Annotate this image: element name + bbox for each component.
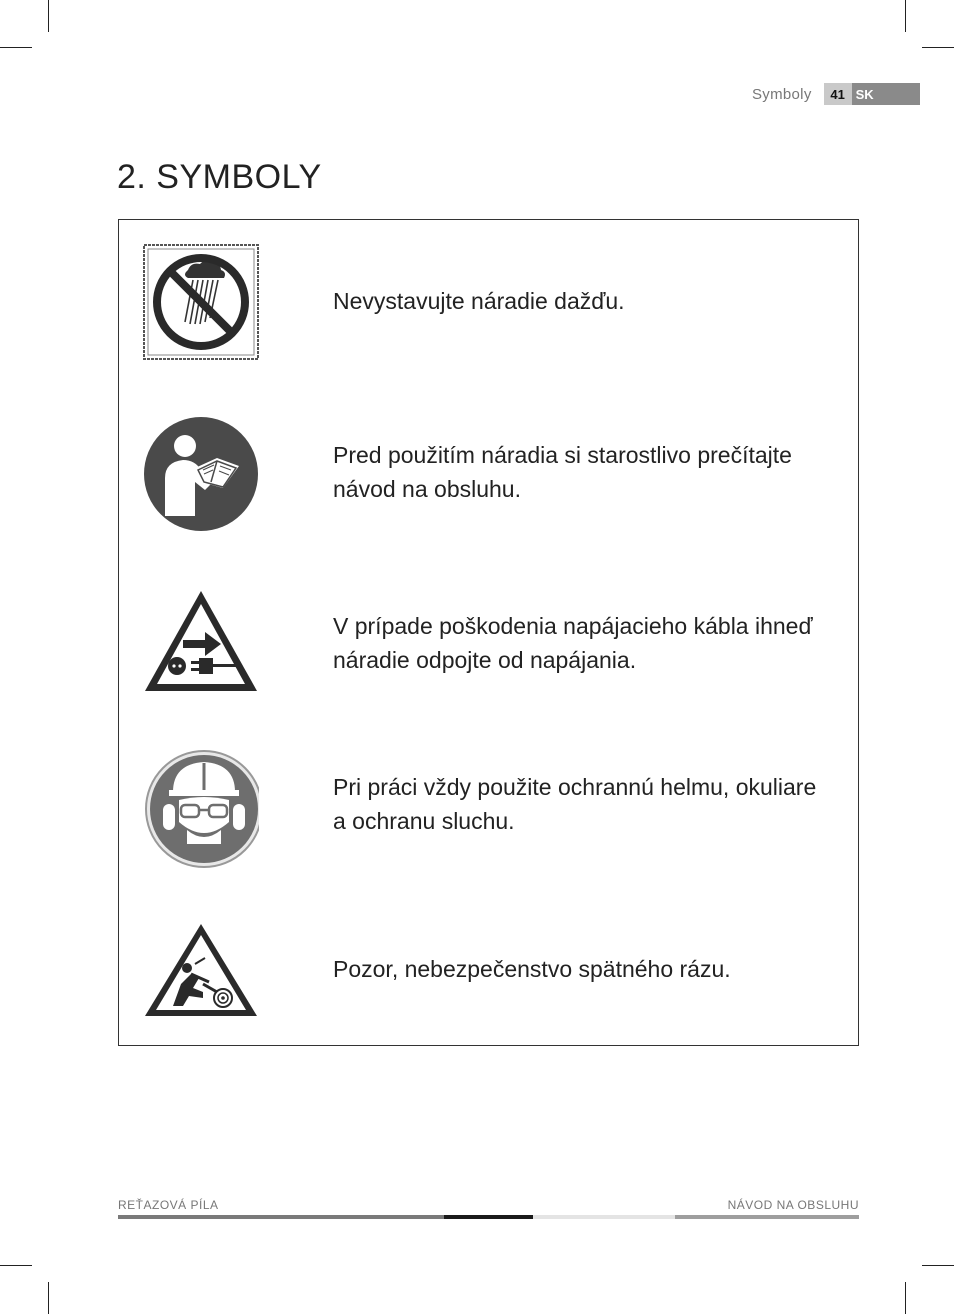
symbol-description: Pri práci vždy použite ochrannú helmu, okuliare a ochranu sluchu. xyxy=(333,774,817,834)
page-title: 2. SYMBOLY xyxy=(117,158,322,196)
crop-mark xyxy=(922,1265,954,1266)
footer-bar-segment xyxy=(533,1215,675,1219)
no-rain-icon xyxy=(143,244,259,360)
page-number: 41 xyxy=(824,83,852,105)
unplug-warning-icon xyxy=(143,588,259,704)
read-manual-icon xyxy=(143,416,259,532)
section-name: Symboly xyxy=(752,85,812,103)
footer-bar-segment xyxy=(675,1215,859,1219)
crop-mark xyxy=(905,0,906,32)
crop-mark xyxy=(0,1265,32,1266)
symbol-description: Nevystavujte náradie dažďu. xyxy=(333,288,625,314)
crop-mark xyxy=(905,1282,906,1314)
footer-product-name: REŤAZOVÁ PÍLA xyxy=(118,1198,219,1212)
page-header xyxy=(752,83,920,105)
protective-gear-icon xyxy=(143,748,259,864)
language-tab: SK xyxy=(852,83,920,105)
footer-manual-label: NÁVOD NA OBSLUHU xyxy=(727,1198,859,1212)
symbol-description: Pozor, nebezpečenstvo spätného rázu. xyxy=(333,956,731,982)
kickback-warning-icon xyxy=(143,922,259,1038)
symbol-description: Pred použitím náradia si starostlivo prečítajte návod na obsluhu. xyxy=(333,442,792,502)
crop-mark xyxy=(922,47,954,48)
symbols-table xyxy=(118,219,859,1046)
crop-mark xyxy=(48,0,49,32)
footer-bar-segment xyxy=(444,1215,533,1219)
crop-mark xyxy=(48,1282,49,1314)
symbol-description: V prípade poškodenia napájacieho kábla ihneď náradie odpojte od napájania. xyxy=(333,613,813,673)
crop-mark xyxy=(0,47,32,48)
footer-bar-segment xyxy=(118,1215,444,1219)
